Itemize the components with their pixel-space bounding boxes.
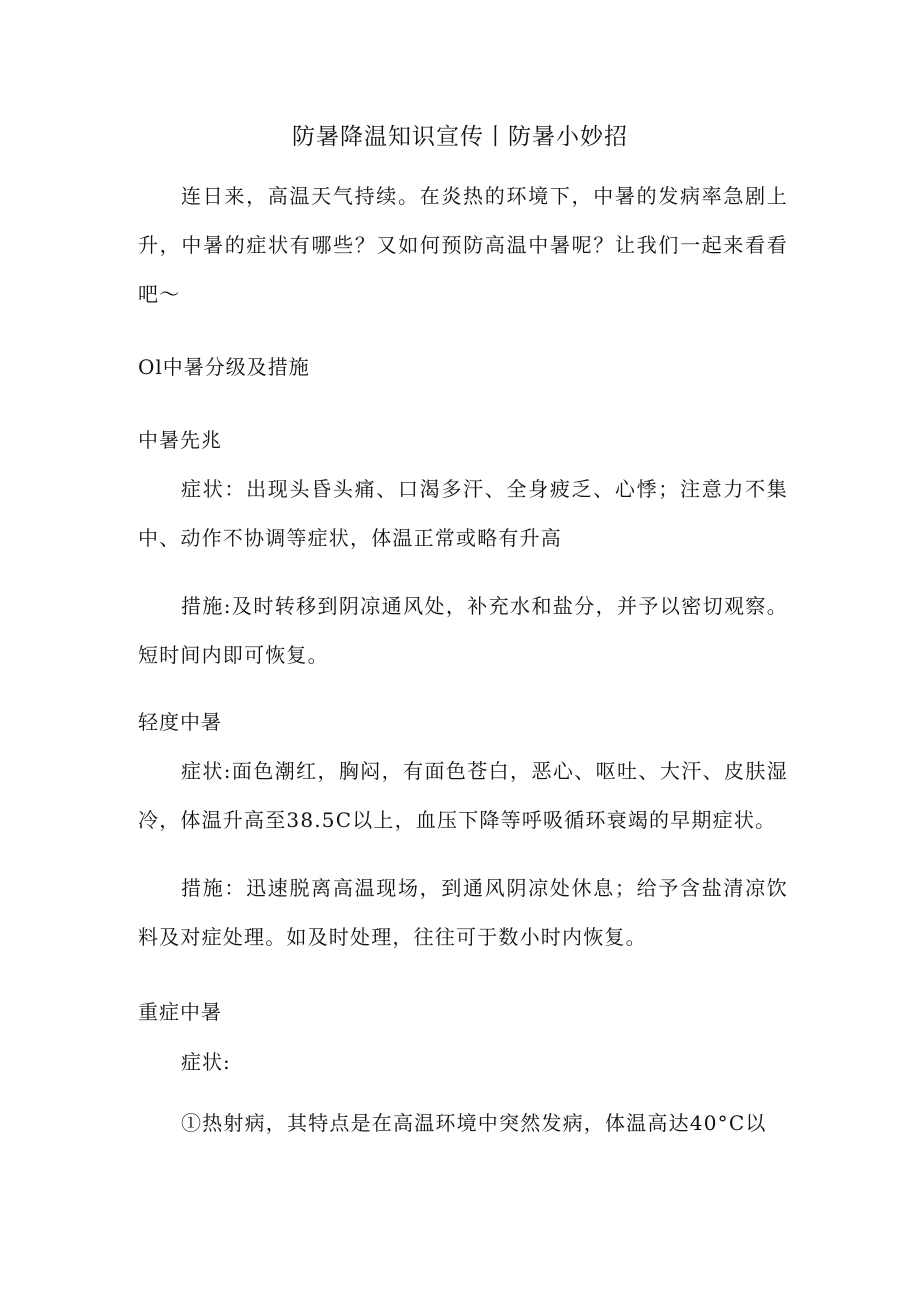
mild-measures: 措施：迅速脱离高温现场，到通风阴凉处休息；给予含盐清凉饮料及对症处理。如及时处理，往往可于数小时内恢复。	[138, 876, 788, 949]
precursor-measures: 措施:及时转移到阴凉通风处，补充水和盐分，并予以密切观察。短时间内即可恢复。	[138, 594, 788, 667]
stage-heading-precursor: 中暑先兆	[138, 428, 222, 452]
document-title: 防暑降温知识宣传丨防暑小妙招	[292, 124, 628, 150]
stage-heading-mild: 轻度中暑	[138, 710, 222, 734]
severe-symptoms-label: 症状:	[181, 1050, 231, 1074]
severe-item-heatstroke: ①热射病，其特点是在高温环境中突然发病，体温高达40°C以	[181, 1111, 767, 1135]
section-heading: Ol中暑分级及措施	[138, 355, 310, 379]
mild-symptoms: 症状:面色潮红，胸闷，有面色苍白，恶心、呕吐、大汗、皮肤湿冷，体温升高至38.5C以上，血压下降等呼吸循环衰竭的早期症状。	[138, 759, 788, 832]
intro-paragraph: 连日来，高温天气持续。在炎热的环境下，中暑的发病率急剧上升，中暑的症状有哪些？又如何预防高温中暑呢？让我们一起来看看吧～	[138, 184, 788, 306]
stage-heading-severe: 重症中暑	[138, 1000, 222, 1024]
precursor-symptoms: 症状：出现头昏头痛、口渴多汗、全身疲乏、心悸；注意力不集中、动作不协调等症状，体温正常或略有升高	[138, 477, 788, 550]
